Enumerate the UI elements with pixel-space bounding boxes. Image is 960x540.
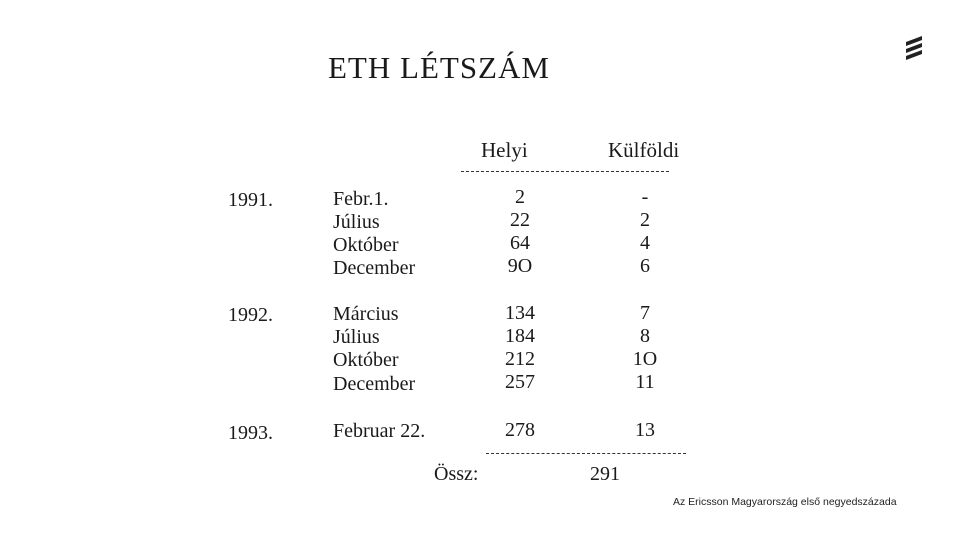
kulfoldi-value: 11 <box>635 371 655 393</box>
month-label: Febr.1. <box>333 188 389 210</box>
helyi-value: 212 <box>505 348 535 370</box>
total-divider <box>486 453 686 454</box>
kulfoldi-value: 1O <box>632 348 658 370</box>
month-label: Július <box>333 326 380 348</box>
kulfoldi-value: 7 <box>640 302 650 324</box>
helyi-value: 9O <box>507 255 533 277</box>
kulfoldi-value: 4 <box>640 232 650 254</box>
column-header-kulfoldi: Külföldi <box>608 138 680 162</box>
kulfoldi-value: 13 <box>635 419 655 441</box>
helyi-value: 2 <box>515 186 525 208</box>
kulfoldi-value: 8 <box>640 325 650 347</box>
helyi-value: 278 <box>505 419 535 441</box>
kulfoldi-value: 6 <box>640 255 650 277</box>
month-label: December <box>333 373 416 395</box>
helyi-value: 134 <box>505 302 535 324</box>
month-label: Július <box>333 211 380 233</box>
month-label: Februar 22. <box>333 420 426 442</box>
kulfoldi-value: 2 <box>640 209 650 231</box>
total-label: Össz: <box>434 463 479 485</box>
year-label: 1991. <box>228 189 273 211</box>
total-value: 291 <box>590 463 620 485</box>
helyi-value: 64 <box>510 232 530 254</box>
month-label: Október <box>333 349 399 371</box>
helyi-value: 184 <box>505 325 535 347</box>
year-label: 1993. <box>228 422 273 444</box>
helyi-value: 22 <box>510 209 530 231</box>
column-header-helyi: Helyi <box>481 138 528 162</box>
header-divider <box>461 171 669 172</box>
month-label: December <box>333 257 416 279</box>
month-label: Március <box>333 303 399 325</box>
ericsson-logo-icon <box>903 33 925 63</box>
page-title: ETH LÉTSZÁM <box>328 50 550 85</box>
month-label: Október <box>333 234 399 256</box>
footer-caption: Az Ericsson Magyarország első negyedszázada <box>673 496 897 508</box>
helyi-value: 257 <box>505 371 535 393</box>
kulfoldi-value: - <box>641 186 649 208</box>
year-label: 1992. <box>228 304 273 326</box>
